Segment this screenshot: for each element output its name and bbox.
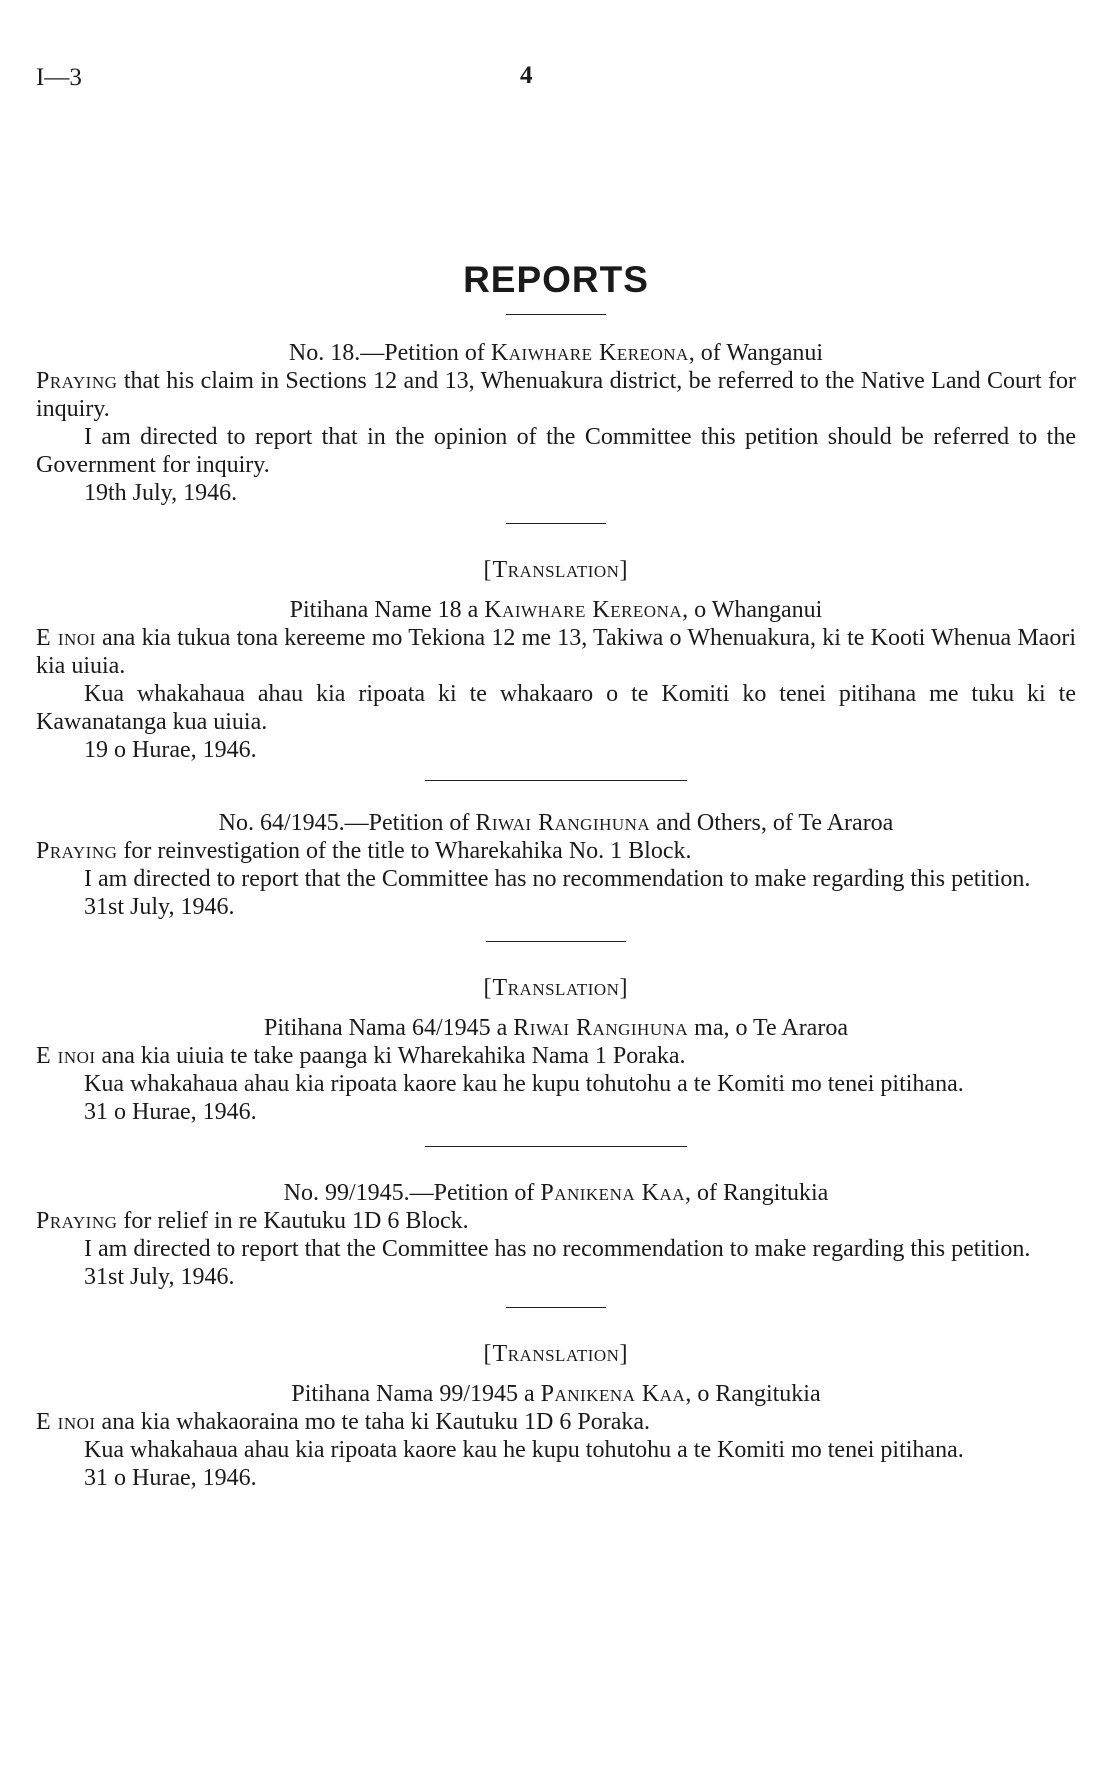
petition-heading: No. 99/1945.—Petition of Panikena Kaa, of Rangitukia — [283, 1180, 829, 1206]
petition-prayer: E inoi ana kia whakaoraina mo te taha ki Kautuku 1D 6 Poraka. — [36, 1409, 651, 1435]
page-reference: I—3 — [36, 64, 82, 91]
petition-prayer: E inoi ana kia tukua tona kereeme mo Tekiona 12 me 13, Takiwa o Whenuakura, ki te Kooti Whenua Maori kia uiuia. — [36, 625, 1076, 679]
report-date: 31 o Hurae, 1946. — [84, 1465, 257, 1491]
committee-report: I am directed to report that in the opinion of the Committee this petition should be referred to the Government for inquiry. — [36, 424, 1076, 478]
translation-section — [36, 974, 1076, 1126]
translation-label: [Translation] — [483, 975, 629, 1001]
committee-report: Kua whakahaua ahau kia ripoata ki te whakaaro o te Komiti ko tenei pitihana me tuku ki te Kawanatanga kua uiuia. — [36, 681, 1076, 735]
report-date: 19th July, 1946. — [84, 480, 238, 506]
petition-heading: No. 64/1945.—Petition of Riwai Rangihuna and Others, of Te Araroa — [218, 810, 894, 836]
petition-prayer: Praying for reinvestigation of the title to Wharekahika No. 1 Block. — [36, 838, 692, 864]
translation-label: [Translation] — [483, 557, 629, 583]
report-date: 31st July, 1946. — [84, 1264, 235, 1290]
translation-label: [Translation] — [483, 1341, 629, 1367]
document-body — [36, 258, 1076, 1492]
report-date: 19 o Hurae, 1946. — [84, 737, 257, 763]
petition-prayer: Praying that his claim in Sections 12 and 13, Whenuakura district, be referred to the Native Land Court for inquiry. — [36, 368, 1076, 422]
translation-section — [36, 556, 1076, 764]
committee-report: Kua whakahaua ahau kia ripoata kaore kau he kupu tohutohu a te Komiti mo tenei pitihana. — [84, 1437, 964, 1463]
petition-heading: Pitihana Name 18 a Kaiwhare Kereona, o Whanganui — [289, 597, 823, 623]
petition-heading: Pitihana Nama 64/1945 a Riwai Rangihuna ma, o Te Araroa — [264, 1015, 848, 1041]
report-date: 31st July, 1946. — [84, 894, 235, 920]
committee-report: I am directed to report that the Committee has no recommendation to make regarding this petition. — [84, 866, 1031, 892]
petition-heading: Pitihana Nama 99/1945 a Panikena Kaa, o Rangitukia — [291, 1381, 821, 1407]
petition-section — [36, 809, 1076, 921]
petition-prayer: E inoi ana kia uiuia te take paanga ki Wharekahika Nama 1 Poraka. — [36, 1043, 686, 1069]
translation-section — [36, 1340, 1076, 1492]
committee-report: Kua whakahaua ahau kia ripoata kaore kau he kupu tohutohu a te Komiti mo tenei pitihana. — [84, 1071, 964, 1097]
report-date: 31 o Hurae, 1946. — [84, 1099, 257, 1125]
page-number: 4 — [520, 62, 533, 89]
petition-section — [36, 339, 1076, 507]
committee-report: I am directed to report that the Committee has no recommendation to make regarding this petition. — [84, 1236, 1031, 1262]
petition-prayer: Praying for relief in re Kautuku 1D 6 Block. — [36, 1208, 469, 1234]
petition-heading: No. 18.—Petition of Kaiwhare Kereona, of Wanganui — [288, 340, 824, 366]
petition-section — [36, 1179, 1076, 1291]
page-title: REPORTS — [463, 259, 649, 300]
